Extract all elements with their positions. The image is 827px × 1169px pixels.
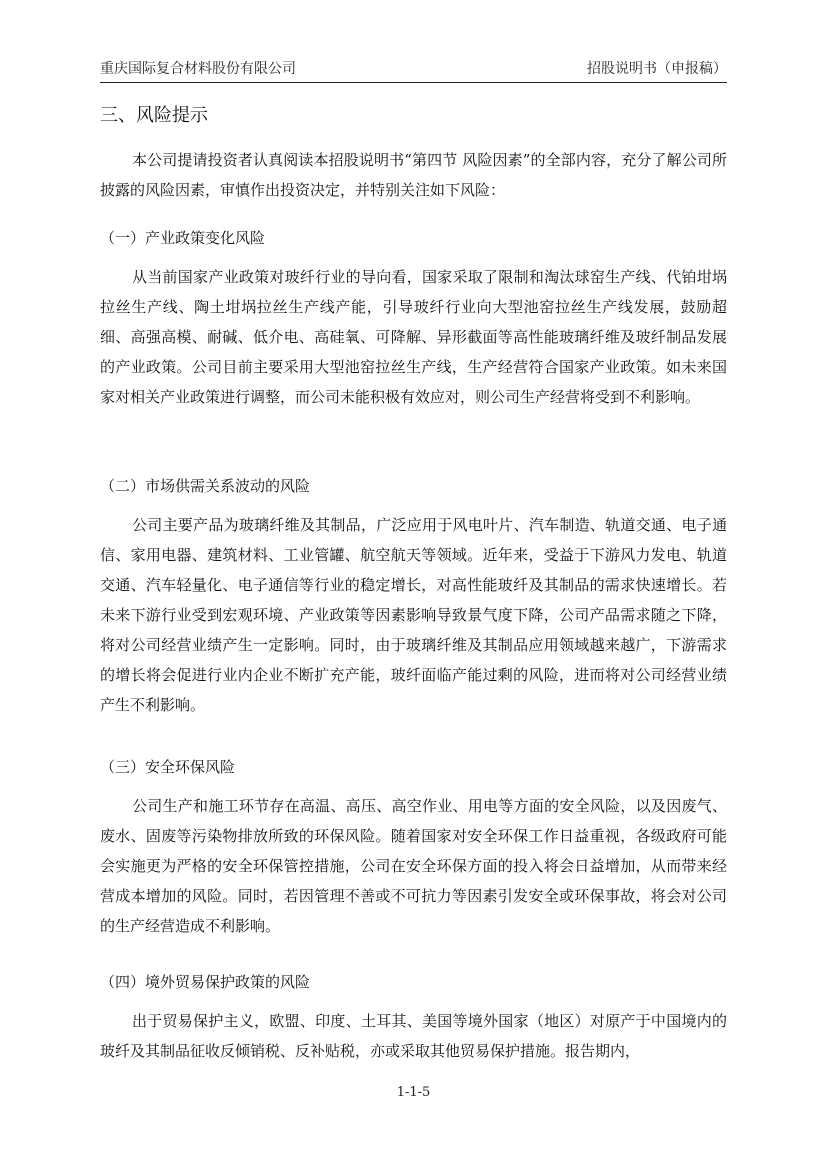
header-divider [100,82,727,83]
risk-title-industry-policy: （一）产业政策变化风险 [100,229,266,247]
intro-paragraph: 本公司提请投资者认真阅读本招股说明书“第四节 风险因素”的全部内容，充分了解公司所披露的风险因素，审慎作出投资决定，并特别关注如下风险： [100,151,727,199]
risk-title-market-supply-demand: （二）市场供需关系波动的风险 [100,477,311,495]
risk-title-safety-environment: （三）安全环保风险 [100,758,236,776]
page-header [100,58,727,82]
header-document-title: 招股说明书（申报稿） [587,61,727,77]
risk-text-trade-protection: 出于贸易保护主义，欧盟、印度、土耳其、美国等境外国家（地区）对原产于中国境内的玻纤及其制品征收反倾销税、反补贴税，亦或采取其他贸易保护措施。报告期内， [100,1012,727,1060]
risk-title-trade-protection: （四）境外贸易保护政策的风险 [100,973,311,991]
header-company-name: 重庆国际复合材料股份有限公司 [100,61,296,77]
risk-text-industry-policy: 从当前国家产业政策对玻纤行业的导向看，国家采取了限制和淘汰球窑生产线、代铂坩埚拉丝生产线、陶土坩埚拉丝生产线产能，引导玻纤行业向大型池窑拉丝生产线发展，鼓励超细、高强高模、耐碱、低介电、高硅氧、可降解、异形截面等高性能玻璃纤维及玻纤制品发展的产业政策。公司目前主要采用大型池窑拉丝生产线，生产经营符合国家产业政策。如未来国家对相关产业政策进行调整，而公司未能积极有效应对，则公司生产经营将受到不利影响。 [100,268,727,406]
risk-text-safety-environment: 公司生产和施工环节存在高温、高压、高空作业、用电等方面的安全风险，以及因废气、废水、固废等污染物排放所致的环保风险。随着国家对安全环保工作日益重视，各级政府可能会实施更为严格的安全环保管控措施，公司在安全环保方面的投入将会日益增加，从而带来经营成本增加的风险。同时，若因管理不善或不可抗力等因素引发安全或环保事故，将会对公司的生产经营造成不利影响。 [100,797,727,935]
risk-text-market-supply-demand: 公司主要产品为玻璃纤维及其制品，广泛应用于风电叶片、汽车制造、轨道交通、电子通信、家用电器、建筑材料、工业管罐、航空航天等领域。近年来，受益于下游风力发电、轨道交通、汽车轻量化、电子通信等行业的稳定增长，对高性能玻纤及其制品的需求快速增长。若未来下游行业受到宏观环境、产业政策等因素影响导致景气度下降，公司产品需求随之下降，将对公司经营业绩产生一定影响。同时，由于玻璃纤维及其制品应用领域越来越广，下游需求的增长将会促进行业内企业不断扩充产能，玻纤面临产能过剩的风险，进而将对公司经营业绩产生不利影响。 [100,516,727,714]
page-number: 1-1-5 [396,1085,431,1100]
section-title: 三、风险提示 [100,105,208,126]
